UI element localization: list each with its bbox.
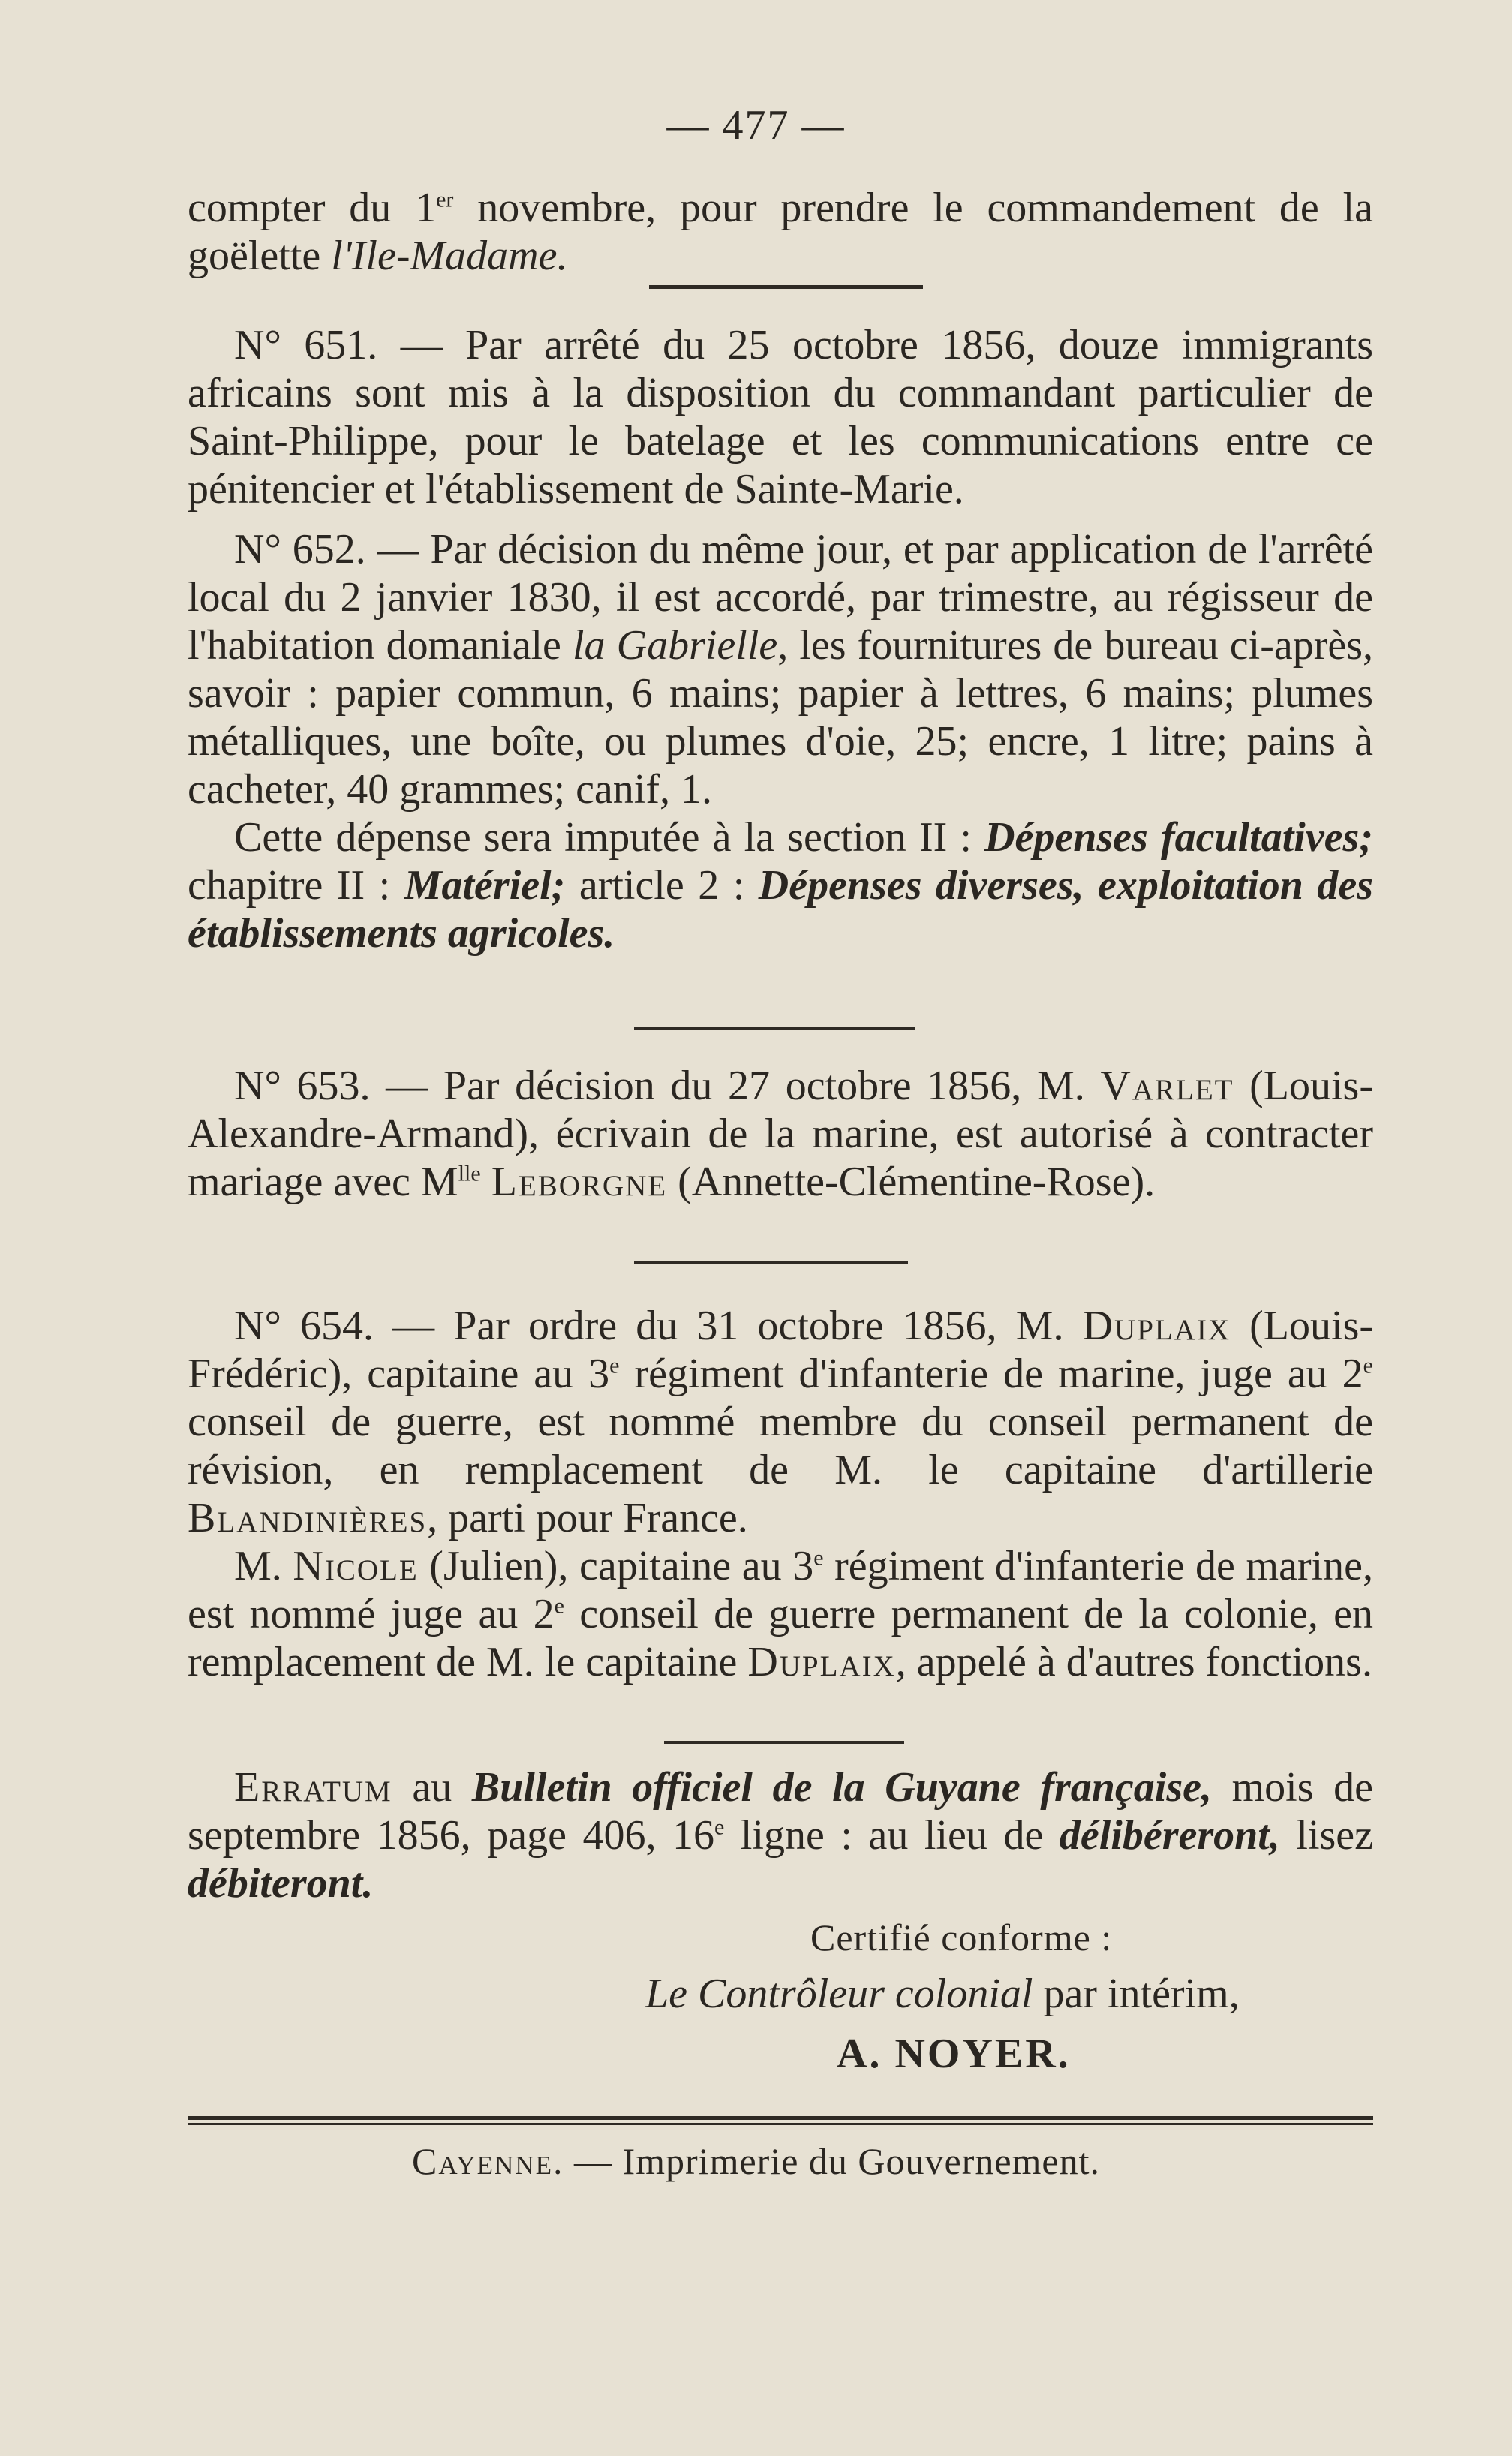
signatory-name: A. NOYER. xyxy=(837,2031,1071,2077)
entry-text: conseil de guerre, est nommé membre du conseil permanent de révision, en remplacement de M. le capitaine d'artillerie xyxy=(188,1399,1373,1493)
imprint-city: Cayenne. xyxy=(411,2140,564,2182)
entry-number: N° 652. xyxy=(234,526,366,573)
bulletin-title: Bulletin officiel de la Guyane française, xyxy=(471,1764,1212,1811)
budget-chapter: Matériel; xyxy=(404,862,566,909)
person-name: Varlet xyxy=(1100,1063,1234,1109)
erratum-paragraph xyxy=(188,1763,1373,1907)
person-name: Duplaix xyxy=(1082,1303,1231,1349)
ordinal-sup: e xyxy=(554,1593,564,1619)
entry-text: , appelé à d'autres fonctions. xyxy=(895,1639,1372,1685)
title-sup: lle xyxy=(458,1161,481,1186)
erratum-text: mois de septembre 1856, page 406, 16 xyxy=(188,1764,1374,1859)
entry-text: régiment d'infanterie de marine, est nommé juge au 2 xyxy=(188,1543,1374,1637)
entry-number: N° 654. xyxy=(234,1303,374,1349)
person-name: Leborgne xyxy=(491,1159,668,1205)
budget-section: Dépenses facultatives; xyxy=(984,814,1373,861)
intro-text-2: novembre, pour prendre le commandement de la goëlette xyxy=(188,185,1373,279)
correct-word: débiteront. xyxy=(188,1860,374,1907)
section-divider xyxy=(664,1741,904,1744)
certified-line: Certifié conforme : xyxy=(810,1916,1113,1958)
person-name: Blandinières xyxy=(188,1495,428,1541)
entry-text: M. xyxy=(234,1543,293,1589)
person-name: Nicole xyxy=(293,1543,419,1589)
entry-651 xyxy=(188,321,1373,513)
erratum-text: ligne : au lieu de xyxy=(724,1812,1060,1859)
ordinal-sup: e xyxy=(813,1545,824,1571)
entry-654 xyxy=(188,1302,1373,1686)
erratum-label: Erratum xyxy=(234,1764,392,1811)
ordinal-sup: e xyxy=(609,1353,620,1378)
page-number: — 477 — xyxy=(666,102,846,149)
ordinal-sup: e xyxy=(1363,1353,1373,1378)
entry-text: , parti pour France. xyxy=(427,1495,748,1541)
wrong-word: délibéreront, xyxy=(1059,1812,1280,1859)
role-title: Le Contrôleur colonial xyxy=(645,1971,1033,2017)
person-name: Duplaix xyxy=(747,1639,896,1685)
entry-text: (Annette-Clémentine-Rose). xyxy=(667,1159,1156,1205)
entry-number: N° 653. xyxy=(234,1063,371,1109)
footer-divider xyxy=(188,2116,1373,2127)
section-divider xyxy=(634,1027,915,1030)
erratum-text: lisez xyxy=(1279,1812,1374,1859)
intro-paragraph xyxy=(188,184,1373,280)
imprint-text: — Imprimerie du Gouvernement. xyxy=(564,2140,1101,2182)
role-suffix: par intérim, xyxy=(1033,1971,1240,2017)
entry-text: — Par décision du même jour, et par application de l'arrêté local du 2 janvier 1830, il est accordé, par trimestre, au régisseur de l'habitation domaniale xyxy=(188,526,1373,669)
entry-text: régiment d'infanterie de marine, juge au 2 xyxy=(619,1351,1363,1397)
section-divider xyxy=(634,1261,908,1264)
budget-article: Dépenses diverses, exploitation des établissements agricoles. xyxy=(188,862,1373,957)
signatory-role xyxy=(645,1970,1240,2018)
entry-text: — Par décision du 27 octobre 1856, M. xyxy=(370,1063,1101,1109)
entry-text: , les fournitures de bureau ci-après, savoir : papier commun, 6 mains; papier à lettres, 6 mains; plumes métalliques, une boîte, ou plumes d'oie, 25; encre, 1 litre; pains à cacheter, 40 grammes; canif, 1. xyxy=(188,622,1373,813)
place-name: la Gabrielle xyxy=(573,622,778,669)
ship-name: l'Ile-Madame. xyxy=(331,233,568,279)
spacer-text xyxy=(481,1159,491,1205)
entry-text: — Par ordre du 31 octobre 1856, M. xyxy=(373,1303,1083,1349)
entry-text: article 2 : xyxy=(565,862,759,909)
entry-text: Cette dépense sera imputée à la section II : xyxy=(234,814,985,861)
entry-652 xyxy=(188,525,1373,957)
section-divider xyxy=(649,285,923,289)
printer-imprint xyxy=(0,2139,1512,2184)
entry-text: (Louis-Frédéric), capitaine au 3 xyxy=(188,1303,1374,1397)
entry-number: N° 651. xyxy=(234,322,378,368)
entry-653 xyxy=(188,1062,1373,1206)
entry-text: (Julien), capitaine au 3 xyxy=(418,1543,814,1589)
entry-text: conseil de guerre permanent de la colonie, en remplacement de M. le capitaine xyxy=(188,1591,1373,1685)
intro-sup: er xyxy=(436,187,454,212)
entry-text: — Par arrêté du 25 octobre 1856, douze immigrants africains sont mis à la disposition du commandant particulier de Saint-Philippe, pour le batelage et les communications entre ce pénitencier et l'établissement de Sainte-Marie. xyxy=(188,322,1373,513)
erratum-text: au xyxy=(392,1764,472,1811)
intro-text-1: compter du 1 xyxy=(188,185,437,231)
entry-text: (Louis-Alexandre-Armand), écrivain de la marine, est autorisé à contracter mariage avec M xyxy=(188,1063,1373,1205)
ordinal-sup: e xyxy=(714,1814,725,1840)
entry-text: chapitre II : xyxy=(188,862,404,909)
